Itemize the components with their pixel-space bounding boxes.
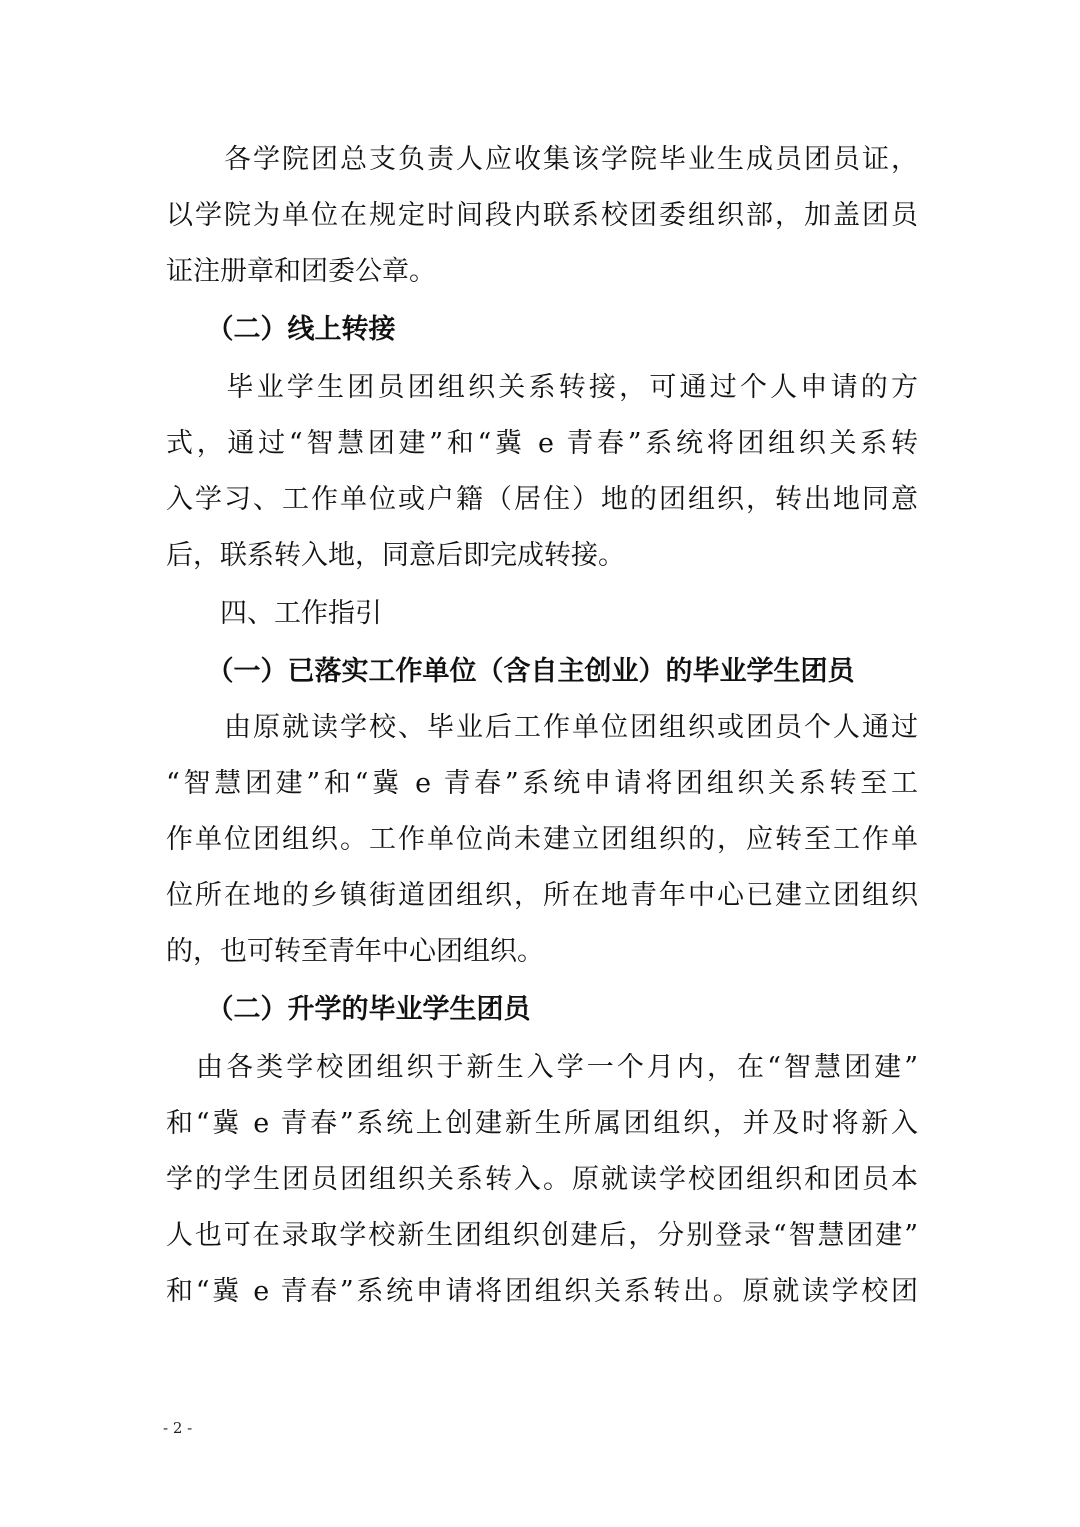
body-line-19: 学的学生团员团组织关系转入。原就读学校团组织和团员本 [166,1164,918,1195]
body-line-18: 和“冀 e 青春”系统上创建新生所属团组织，并及时将新入 [166,1108,918,1139]
body-line-7: 入学习、工作单位或户籍（居住）地的团组织，转出地同意 [166,484,918,515]
body-line-15: 的，也可转至青年中心团组织。 [166,936,544,967]
body-line-8: 后，联系转入地，同意后即完成转接。 [166,540,625,571]
subsection-heading-online-transfer: （二）线上转接 [166,314,396,345]
body-line-2: 以学院为单位在规定时间段内联系校团委组织部，加盖团员 [166,200,918,231]
body-line-11: 由原就读学校、毕业后工作单位团组织或团员个人通过 [166,712,918,743]
body-line-17: 由各类学校团组织于新生入学一个月内，在“智慧团建” [166,1052,918,1083]
body-line-1: 各学院团总支负责人应收集该学院毕业生成员团员证， [166,144,918,175]
body-line-13: 作单位团组织。工作单位尚未建立团组织的，应转至工作单 [166,824,918,855]
body-line-3: 证注册章和团委公章。 [166,256,436,287]
page-number: - 2 - [163,1419,193,1437]
body-line-6: 式，通过“智慧团建”和“冀 e 青春”系统将团组织关系转 [166,428,918,459]
section-heading-work-guide: 四、工作指引 [166,598,382,629]
subsection-heading-employed-graduates: （一）已落实工作单位（含自主创业）的毕业学生团员 [166,656,855,687]
body-line-20: 人也可在录取学校新生团组织创建后，分别登录“智慧团建” [166,1220,918,1251]
body-line-5: 毕业学生团员团组织关系转接，可通过个人申请的方 [166,372,918,403]
body-line-14: 位所在地的乡镇街道团组织，所在地青年中心已建立团组织 [166,880,918,911]
body-line-21: 和“冀 e 青春”系统申请将团组织关系转出。原就读学校团 [166,1276,918,1307]
subsection-heading-further-study: （二）升学的毕业学生团员 [166,994,531,1025]
body-line-12: “智慧团建”和“冀 e 青春”系统申请将团组织关系转至工 [166,768,918,799]
